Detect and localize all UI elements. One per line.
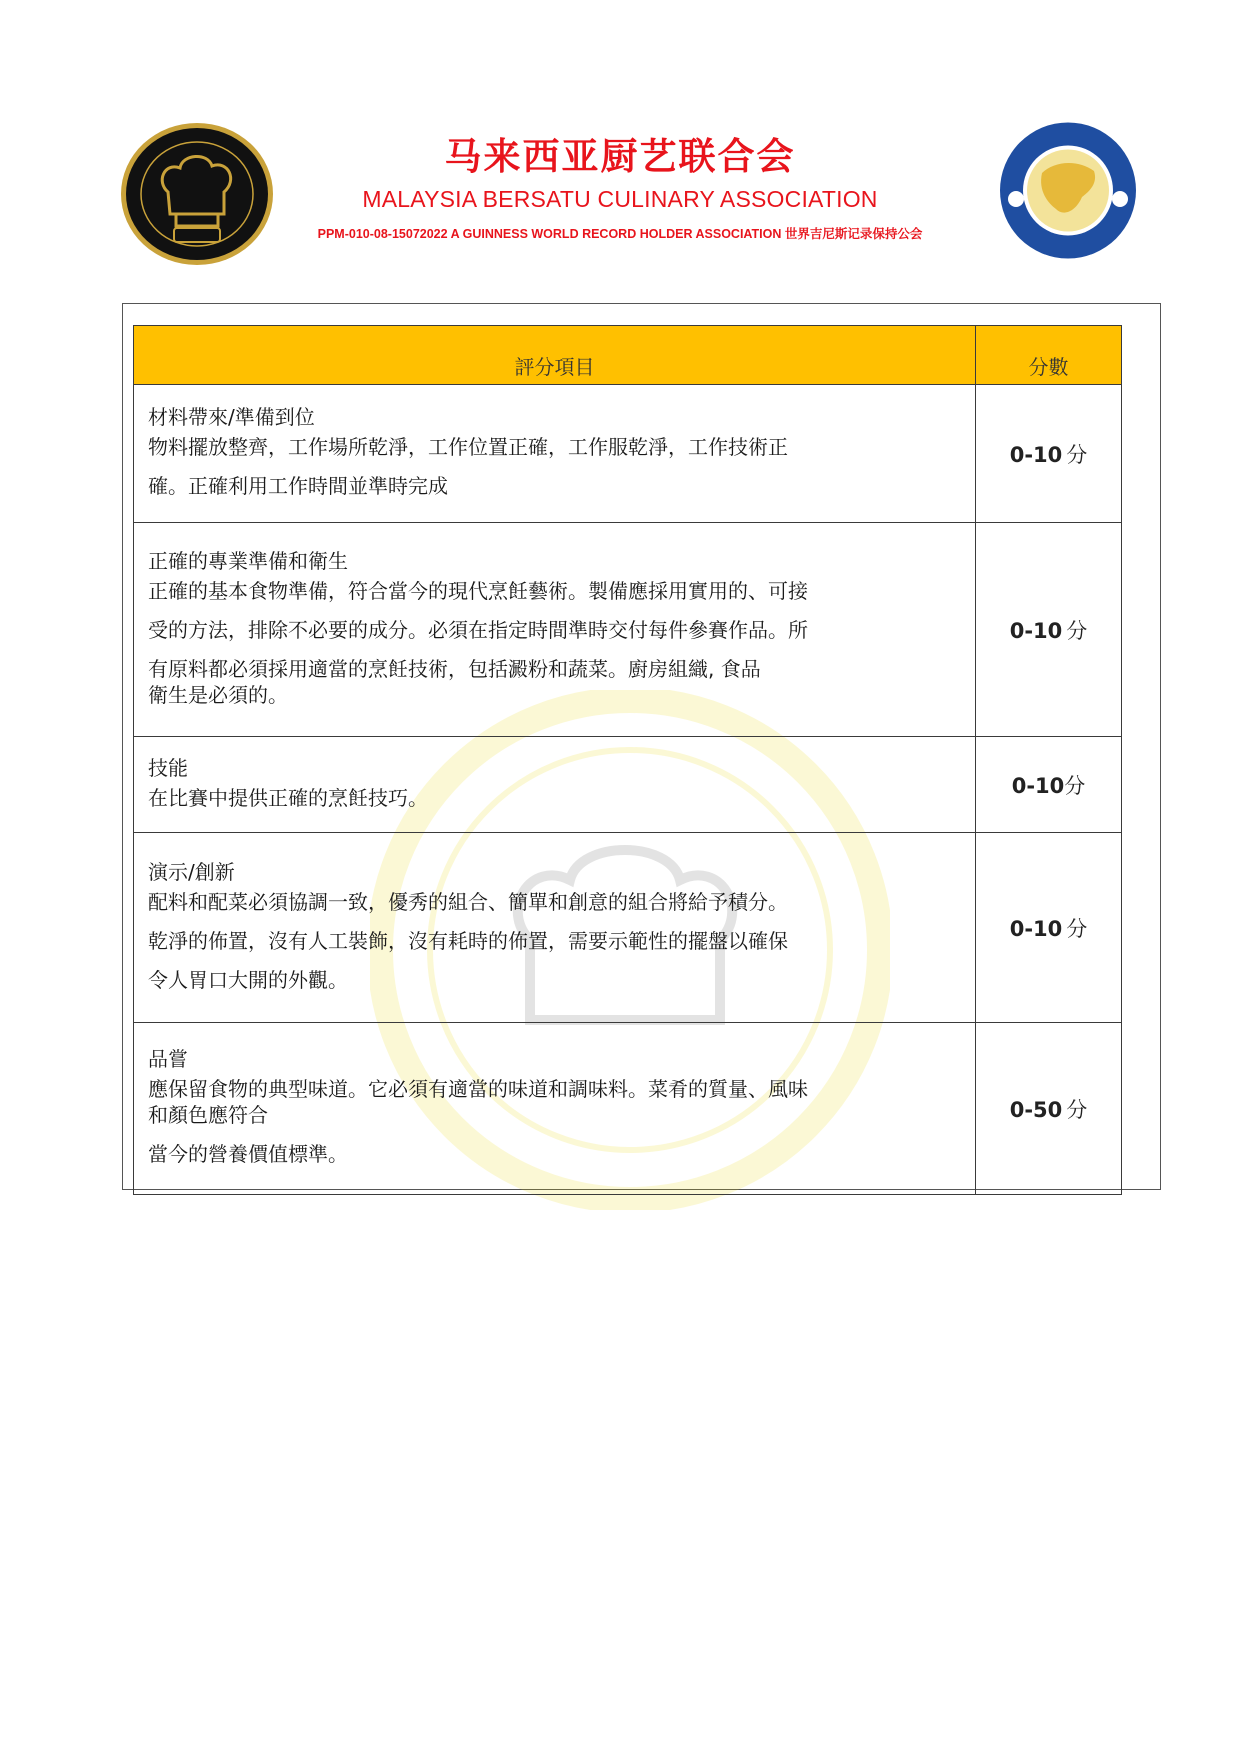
score-cell (976, 523, 1122, 737)
column-header-item: 評分項目 (134, 326, 976, 385)
criteria-description-line: 乾淨的佈置，沒有人工裝飾，沒有耗時的佈置，需要示範性的擺盤以確保 (148, 928, 788, 953)
association-name-chinese: 马来西亚厨艺联合会 (444, 135, 796, 178)
table-header-row (134, 326, 1122, 385)
criteria-description-line: 當今的營養價值標準。 (148, 1142, 348, 1166)
score-cell (976, 1023, 1122, 1195)
table-row (134, 523, 1122, 737)
criteria-description-line: 受的方法，排除不必要的成分。必須在指定時間準時交付每件參賽作品。所 (148, 617, 808, 642)
table-row (134, 833, 1122, 1023)
registration-subtitle: PPM-010-08-15072022 A GUINNESS WORLD RECORD HOLDER ASSOCIATION 世界吉尼斯记录保持公会 (317, 227, 923, 241)
score-unit: 分 (1066, 1097, 1088, 1122)
criteria-title: 材料帶來/準備到位 (148, 405, 315, 429)
criteria-cell (134, 523, 976, 737)
table-row (134, 385, 1122, 523)
criteria-cell (134, 833, 976, 1023)
criteria-description-line: 確。正確利用工作時間並準時完成 (148, 474, 448, 498)
criteria-description-line: 物料擺放整齊，工作場所乾淨，工作位置正確，工作服乾淨，工作技術正 (148, 435, 788, 459)
score-cell (976, 737, 1122, 833)
criteria-title: 演示/創新 (148, 859, 235, 884)
score-unit: 分 (1066, 618, 1088, 643)
criteria-cell (134, 385, 976, 523)
mbca-logo (120, 122, 274, 266)
criteria-cell (134, 737, 976, 833)
score-unit: 分 (1066, 916, 1088, 941)
criteria-cell (134, 1023, 976, 1195)
association-name-english: MALAYSIA BERSATU CULINARY ASSOCIATION (362, 186, 878, 212)
criteria-description-line: 令人胃口大開的外觀。 (148, 967, 348, 992)
criteria-description-line: 衛生是必須的。 (148, 682, 288, 707)
score-cell (976, 385, 1122, 523)
criteria-title: 技能 (148, 755, 188, 780)
criteria-title: 正確的專業準備和衛生 (148, 548, 348, 573)
score-unit: 分 (1066, 442, 1088, 467)
scoring-table (133, 325, 1122, 1195)
criteria-description-line: 應保留食物的典型味道。它必須有適當的味道和調味料。菜肴的質量、風味 (148, 1077, 808, 1101)
score-range: 0-10 (1009, 618, 1063, 643)
score-unit: 分 (1064, 773, 1086, 798)
criteria-description-line: 和顏色應符合 (148, 1103, 268, 1127)
criteria-description-line: 配料和配菜必須協調一致，優秀的組合、簡單和創意的組合將給予積分。 (148, 889, 788, 914)
criteria-description-line: 在比賽中提供正確的烹飪技巧。 (148, 785, 428, 810)
table-row (134, 1023, 1122, 1195)
global-chefs-union-logo (998, 121, 1138, 260)
criteria-description-line: 正確的基本食物準備，符合當今的現代烹飪藝術。製備應採用實用的、可接 (148, 578, 808, 603)
score-range: 0-10 (1009, 442, 1063, 467)
score-range: 0-50 (1009, 1097, 1063, 1122)
table-row (134, 737, 1122, 833)
criteria-description-line: 有原料都必須採用適當的烹飪技術，包括澱粉和蔬菜。廚房組織, 食品 (148, 656, 761, 681)
criteria-title: 品嘗 (148, 1047, 188, 1071)
column-header-score: 分數 (976, 326, 1122, 385)
score-range: 0-10 (1009, 916, 1063, 941)
score-range: 0-10 (1011, 773, 1065, 798)
score-cell (976, 833, 1122, 1023)
